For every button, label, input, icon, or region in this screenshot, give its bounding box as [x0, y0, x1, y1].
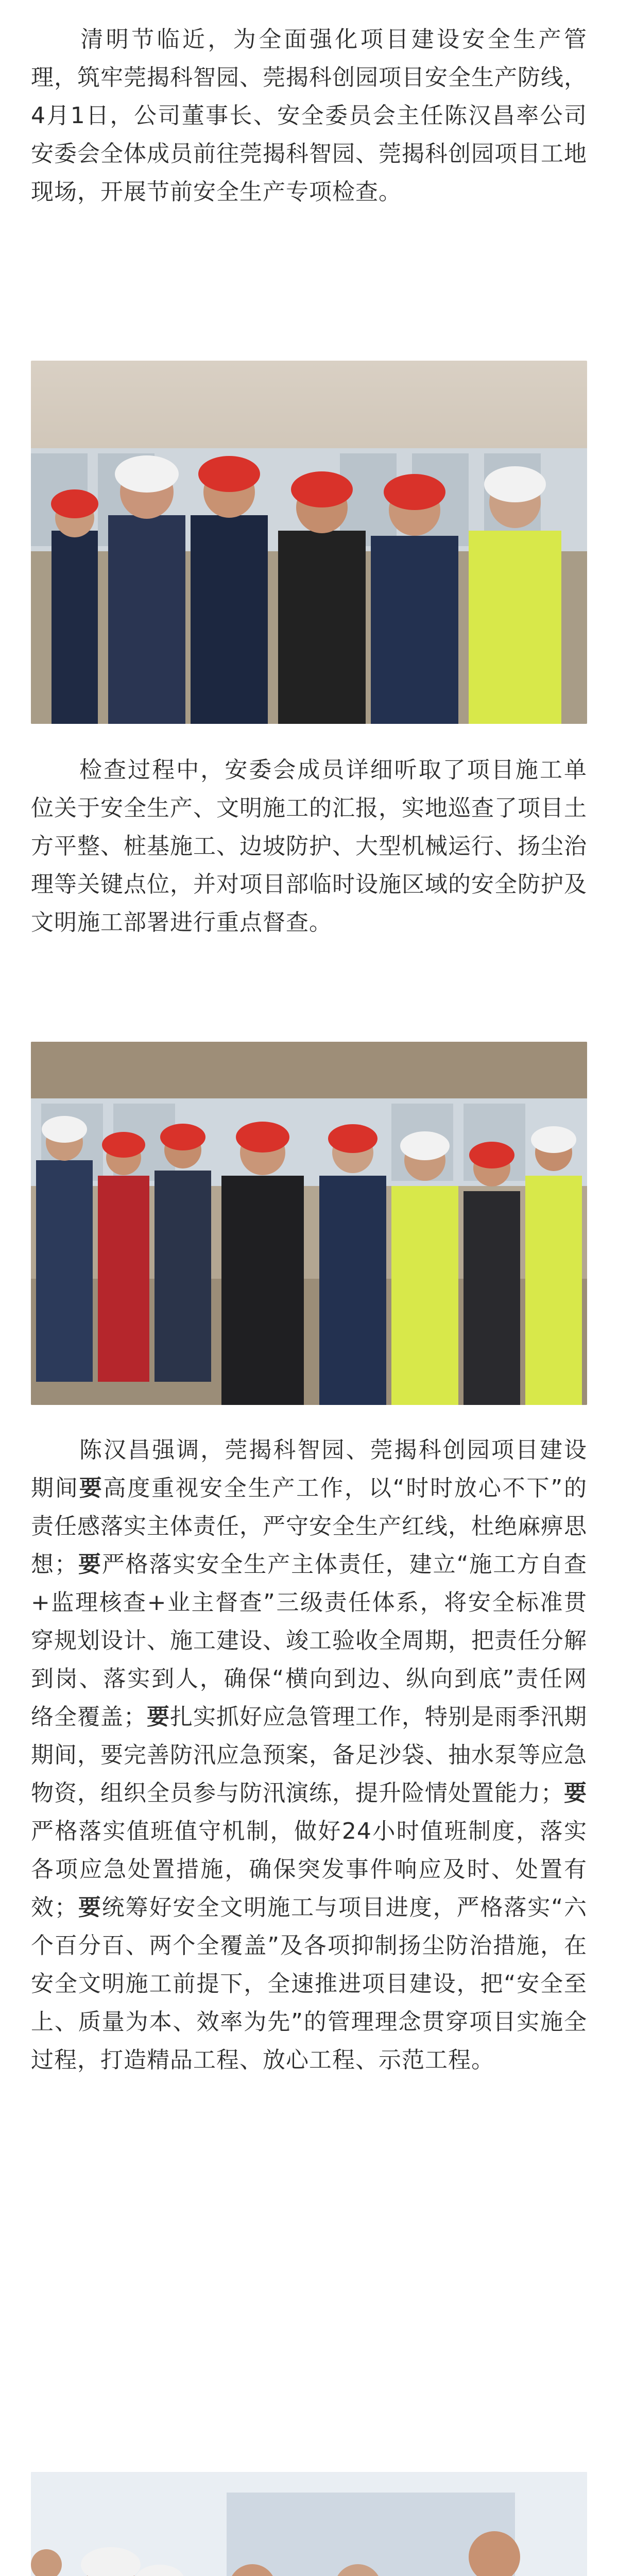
emphasis-text-6: 统筹好安全文明施工与项目进度，严格落实“六个百分百、两个全覆盖”及各项抑制扬尘防治措施，在安全文明施工前提下，全速推进项目建设，把“安全至上、质量为本、效率为先”的管理理念贯穿项目实施全过程，打造精品工程、放心工程、示范工程。 [31, 1894, 587, 2073]
emphasis-keyword: 要 [147, 1704, 170, 1730]
intro-paragraph [31, 21, 587, 211]
emphasis-text-3: 严格落实安全生产主体责任，建立“施工方自查+监理核查+业主督查”三级责任体系，将安全标准贯穿规划设计、施工建设、竣工验收全周期，把责任分解到岗、落实到人，确保“横向到边、纵向到底”责任网络全覆盖； [31, 1551, 587, 1730]
emphasis-paragraph [31, 1431, 587, 2079]
intro-text: 清明节临近，为全面强化项目建设安全生产管理，筑牢莞揭科智园、莞揭科创园项目安全生产防线，4月1日，公司董事长、安全委员会主任陈汉昌率公司安委会全体成员前往莞揭科智园、莞揭科创园项目工地现场，开展节前安全生产专项检查。 [31, 26, 587, 205]
emphasis-keyword: 要 [77, 1894, 102, 1921]
emphasis-text-5: 严格落实值班值守机制，做好24小时值班制度，落实各项应急处置措施，确保突发事件响应及时、处置有效； [31, 1818, 587, 1921]
emphasis-text-4: 扎实抓好应急管理工作，特别是雨季汛期期间，要完善防汛应急预案，备足沙袋、抽水泵等应急物资，组织全员参与防汛演练，提升险情处置能力； [31, 1704, 587, 1806]
inspection-photo-3 [31, 2472, 587, 2576]
inspection-paragraph [31, 751, 587, 942]
emphasis-keyword: 要 [79, 1475, 104, 1501]
emphasis-keyword: 要 [564, 1780, 587, 1806]
inspection-text: 检查过程中，安委会成员详细听取了项目施工单位关于安全生产、文明施工的汇报，实地巡查了项目土方平整、桩基施工、边坡防护、大型机械运行、扬尘治理等关键点位，并对项目部临时设施区域的安全防护及文明施工部署进行重点督查。 [31, 757, 587, 936]
emphasis-text-1: 陈汉昌强调，莞揭科智园、莞揭科创园项目建设期间 [31, 1437, 587, 1501]
emphasis-keyword: 要 [77, 1551, 102, 1578]
emphasis-text-2: 高度重视安全生产工作，以“时时放心不下”的责任感落实主体责任，严守安全生产红线，杜绝麻痹思想； [31, 1475, 587, 1578]
inspection-photo-2 [31, 1042, 587, 1405]
inspection-photo-1 [31, 361, 587, 724]
